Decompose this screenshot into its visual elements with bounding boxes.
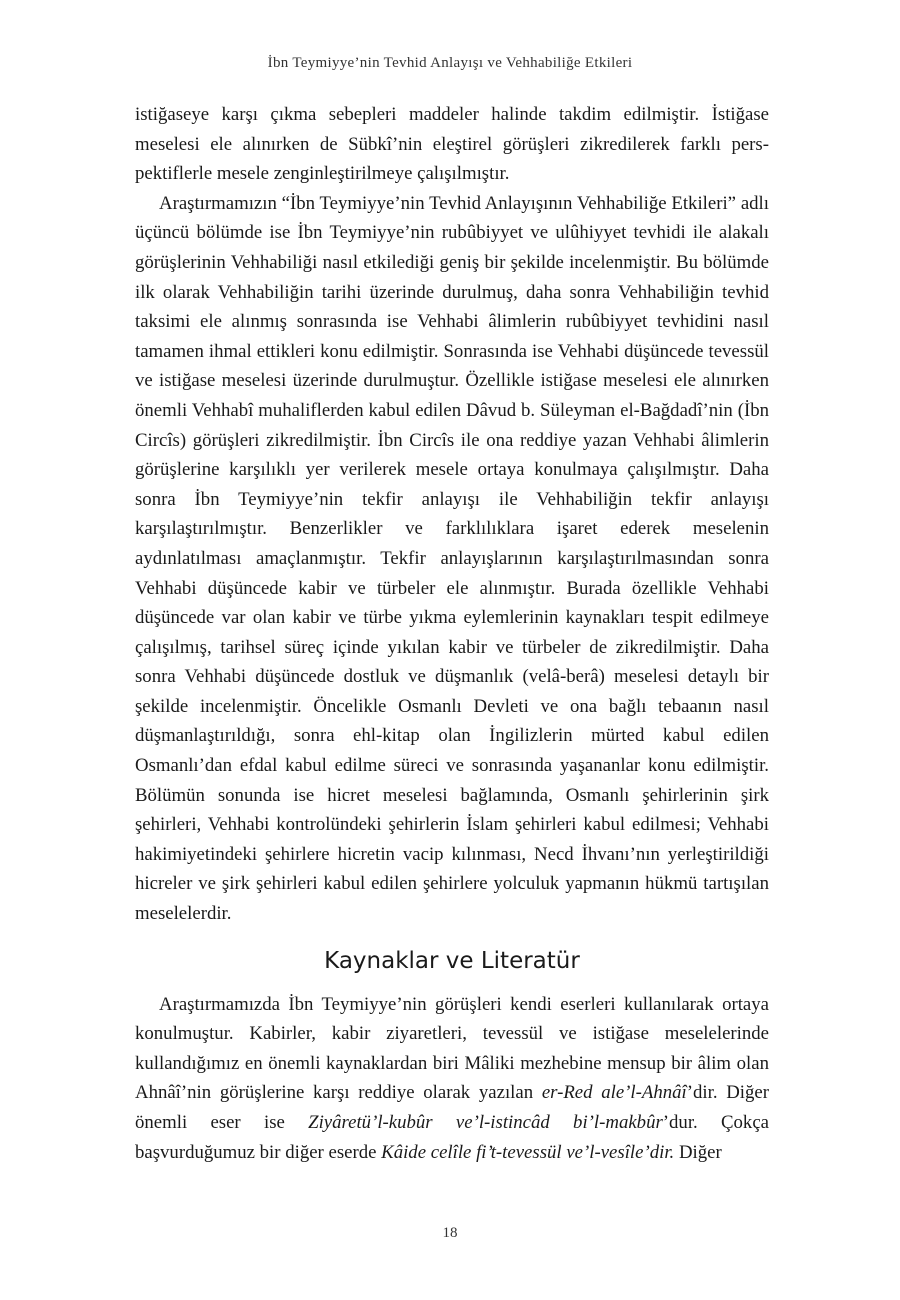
book-title-kaide-celile: Kâide celîle fi’t-tevessül ve’l-vesîle’dir.: [381, 1141, 675, 1163]
paragraph-3-text-d: Diğer: [674, 1141, 722, 1163]
paragraph-1: istiğaseye karşı çıkma sebepleri maddeler halinde takdim edilmiştir. İstiğase meselesi ele alınırken de Sübkî’nin eleştirel görüşleri zikredilerek farklı perspektiflerle mesele zenginleştirilmeye çalışılmıştır.: [135, 104, 769, 185]
section-heading: Kaynaklar ve Literatür: [324, 947, 580, 974]
paragraph-3-text-a: Araştırmamızda İbn Teymiyye’nin görüşleri kendi eserleri kullanılarak ortaya konulmuştur. Kabirler, kabir ziyaretleri, tevessül ve istiğase meselelerinde kullandığımız en önemli kaynaklardan biri Mâliki mezhebine mensup bir âlim olan Ahnâî’nin görüşlerine karşı reddiye olarak yazılan: [135, 993, 769, 1104]
book-title-ziyaretul-kubur: Ziyâretü’l-kubûr ve’l-istincâd bi’l-makbûr: [308, 1112, 663, 1133]
paragraph-3-text-b: ’dir. Diğer önemli eser ise: [135, 1082, 770, 1133]
paragraph-3-text-c: ’dur. Çokça başvurduğumuz bir diğer eserde: [135, 1112, 769, 1163]
paragraph-2: Araştırmamızın “İbn Teymiyye’nin Tevhid Anlayışının Vehhabiliğe Etkileri” adlı üçüncü bölümde ise İbn Teymiyye’nin rubûbiyyet ve ulûhiyyet tevhidi ile alakalı görüşlerinin Vehhabiliği nasıl etkilediği geniş bir şekilde incelenmiştir. Bu bölümde ilk olarak Vehhabiliğin tarihi üzerinde durulmuş, daha sonra Vehhabiliğin tevhid taksimi ele alınmış sonrasında ise Vehhabi âlimlerin rubûbiyyet tevhidini nasıl tamamen ihmal ettikleri konu edilmiştir. Sonrasında ise Vehhabi düşüncede tevessül ve istiğase meselesi üzerinde durulmuştur. Özellikle istiğase meselesi ele alınırken önemli Vehhabî muhaliflerden kabul edilen Dâvud b. Süleyman el-Bağdadî’nin (İbn Circîs) görüşleri zikredilmiştir. İbn Circîs ile ona reddiye yazan Vehhabi âlimlerin görüşlerine karşılıklı yer verilerek mesele ortaya konulmaya çalışılmıştır. Daha sonra İbn Teymiyye’nin tekfir anlayışı ile Vehhabiliğin tekfir anlayışı karşılaştırılmıştır. Benzerlikler ve farklılıklara işaret ederek meselenin aydınlatılması amaçlanmıştır. Tekfir anlayışlarının karşılaştırılmasından sonra Vehhabi düşüncede kabir ve türbeler ele alınmıştır. Burada özellikle Vehhabi düşüncede var olan kabir ve türbe yıkma eylemlerinin kaynakları tespit edilmeye çalışılmış, tarihsel süreç içinde yıkılan kabir ve türbeler de zikredilmiştir. Daha sonra Vehhabi düşüncede dostluk ve düşmanlık (velâ-berâ) meselesi detaylı bir şekilde incelenmiştir. Öncelikle Osmanlı Devleti ve ona bağlı tebaanın nasıl düşmanlaştırıldığı, sonra ehl-kitap olan İngilizlerin mürted kabul edilen Osmanlı’dan efdal kabul edilme süreci ve sonrasında yaşananlar konu edilmiştir. Bölümün sonunda ise hicret meselesi bağlamında, Osmanlı şehirlerinin şirk şehirleri, Vehhabi kontrolündeki şehirlerin İslam şehirleri kabul edilmesi; Vehhabi hakimiyetindeki şehirlere hicretin vacip kılınması, Necd İhvanı’nın yerleştirildiği hicreler ve şirk şehirleri kabul edilen şehirlere yolculuk yapmanın hükmü tartışılan meselelerdir.: [135, 192, 769, 925]
paragraph-3: [135, 990, 769, 1168]
running-header: İbn Teymiyye’nin Tevhid Anlayışı ve Vehhabiliğe Etkileri: [267, 55, 633, 71]
book-title-er-red: er-Red ale’l-Ahnâî: [541, 1082, 687, 1104]
body-text: [135, 100, 769, 1167]
page-number: 18: [442, 1225, 458, 1241]
